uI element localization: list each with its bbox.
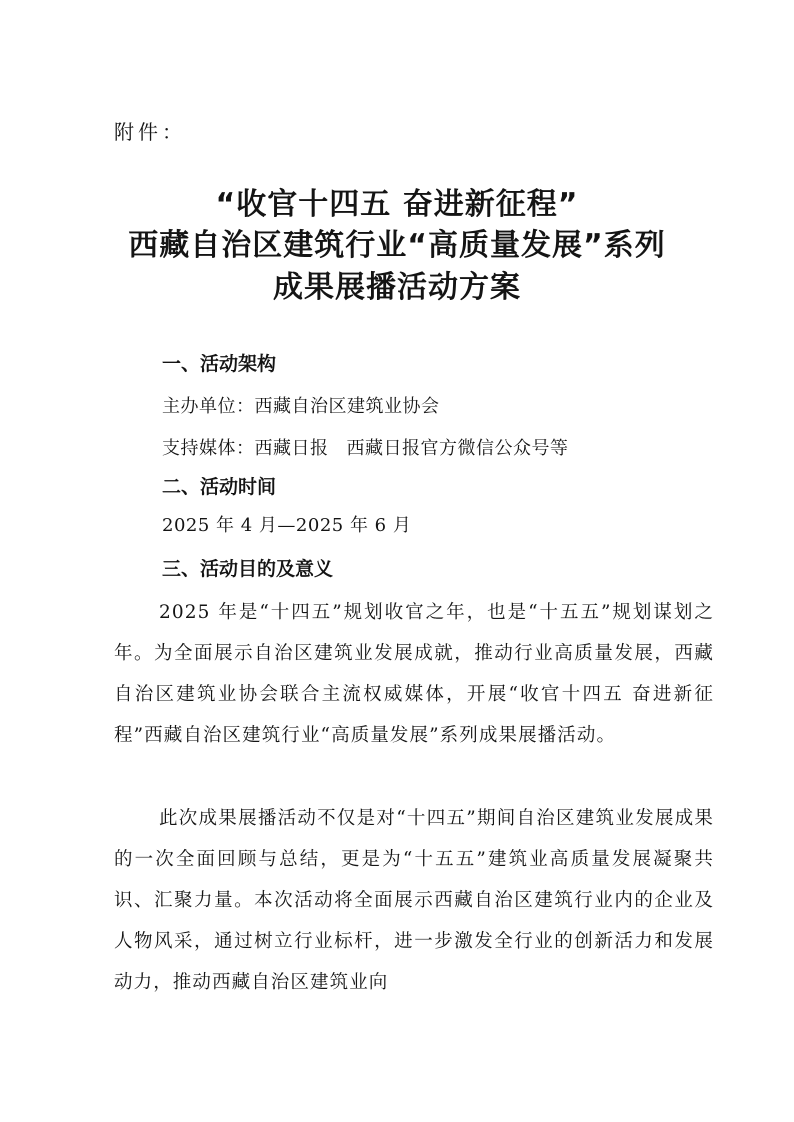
section-heading-time: 二、活动时间 — [162, 476, 277, 498]
attachment-label: 附件： — [114, 120, 186, 144]
media-label: 支持媒体： — [162, 438, 255, 459]
organizer-line — [162, 395, 440, 419]
media-value-2: 西藏日报官方微信公众号等 — [346, 438, 569, 459]
section-heading-structure: 一、活动架构 — [162, 353, 277, 375]
title-line-3: 成果展播活动方案 — [273, 270, 521, 305]
purpose-paragraph-2: 此次成果展播活动不仅是对“十四五”期间自治区建筑业发展成果的一次全面回顾与总结，更是为“十五五”建筑业高质量发展凝聚共识、汇聚力量。本次活动将全面展示西藏自治区建筑行业内的企业及人物风采，通过树立行业标杆，进一步激发全行业的创新活力和发展动力，推动西藏自治区建筑业向 — [114, 808, 714, 993]
organizer-value: 西藏自治区建筑业协会 — [254, 396, 440, 417]
purpose-paragraph-1: 2025 年是“十四五”规划收官之年，也是“十五五”规划谋划之年。为全面展示自治区建筑业发展成就，推动行业高质量发展，西藏自治区建筑业协会联合主流权威媒体，开展“收官十四五 奋进新征程”西藏自治区建筑行业“高质量发展”系列成果展播活动。 — [114, 602, 714, 746]
media-line — [162, 437, 569, 461]
activity-period: 2025 年 4 月—2025 年 6 月 — [162, 515, 412, 536]
title-line-2: 西藏自治区建筑行业“高质量发展”系列 — [128, 228, 666, 263]
media-value-1: 西藏日报 — [254, 438, 329, 459]
title-line-1: “收官十四五 奋进新征程” — [215, 187, 579, 222]
section-heading-purpose: 三、活动目的及意义 — [162, 558, 334, 580]
organizer-label: 主办单位： — [162, 396, 255, 417]
